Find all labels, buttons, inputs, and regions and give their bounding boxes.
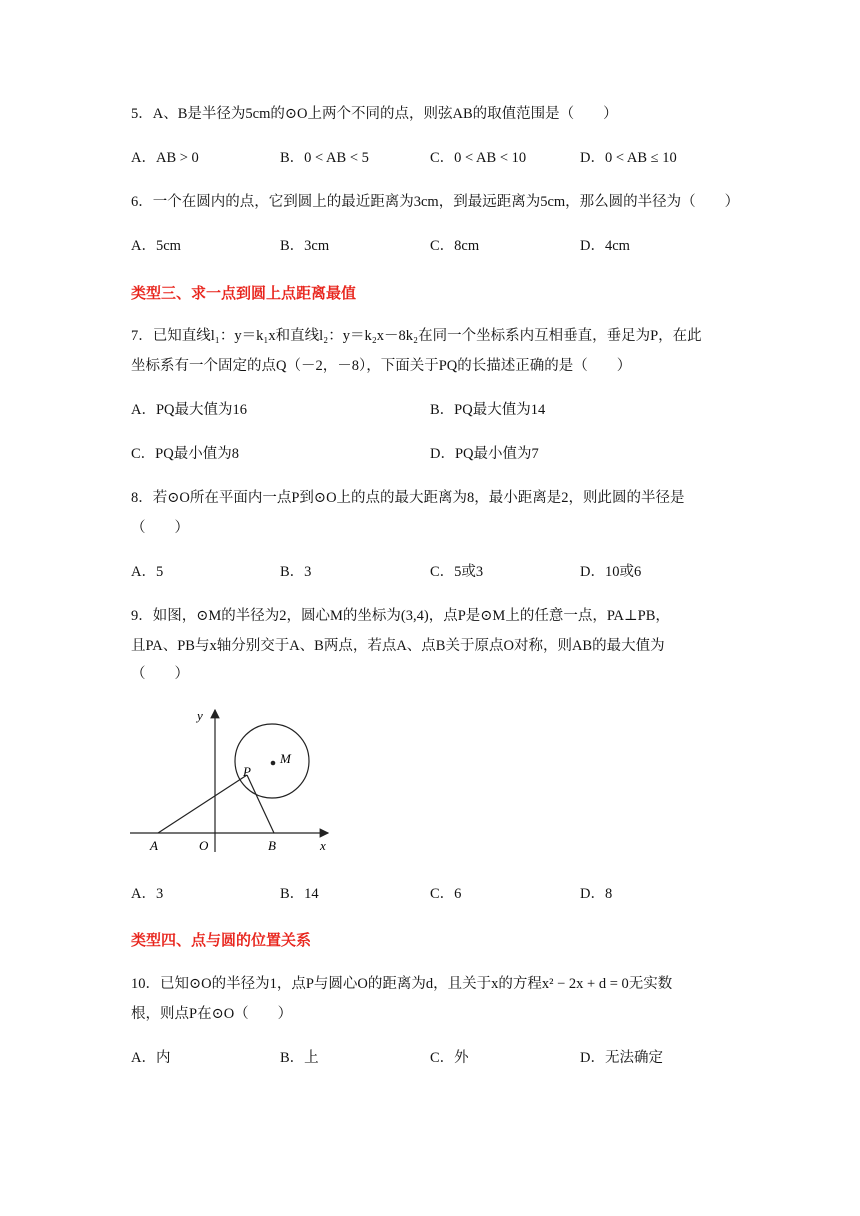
q8-option-a: A．5 [131,564,164,580]
q9-option-a: A．3 [131,886,164,902]
q10-stem-line2: 根，则点P在⊙O（ ） [131,1006,293,1022]
q10-option-a: A．内 [131,1050,171,1066]
label-o: O [199,838,209,853]
q7-option-d: D．PQ最小值为7 [430,446,539,462]
q9-figure [125,700,340,860]
q5-option-b: B．0 < AB < 5 [280,150,369,166]
q8-option-b: B．3 [280,564,312,580]
q7-option-a: A．PQ最大值为16 [131,402,248,418]
q9-option-b: B．14 [280,886,319,902]
q5-option-d: D．0 < AB ≤ 10 [580,150,677,166]
q7-stem-line1: 7．已知直线l₁：y＝k₁x和直线l₂：y＝k₂x－8k₂在同一个坐标系内互相垂直，垂足为P，在此 [131,328,702,344]
q7-stem-line2: 坐标系有一个固定的点Q（－2，－8），下面关于PQ的长描述正确的是（ ） [131,358,632,374]
q8-stem-line2: （ ） [131,520,189,536]
q7-option-c: C．PQ最小值为8 [131,446,239,462]
q6-stem: 6．一个在圆内的点，它到圆上的最近距离为3cm，到最远距离为5cm，那么圆的半径为（ ） [131,194,740,210]
q9-option-c: C．6 [430,886,462,902]
center-m-dot [271,761,276,766]
q6-option-d: D．4cm [580,238,630,254]
q5-option-a: A．AB > 0 [131,150,199,166]
segment-pb [247,775,274,833]
q7-option-b: B．PQ最大值为14 [430,402,546,418]
label-a: A [150,838,158,853]
label-m: M [280,751,291,766]
q6-option-b: B．3cm [280,238,330,254]
q5-option-c: C．0 < AB < 10 [430,150,527,166]
q8-stem-line1: 8．若⊙O所在平面内一点P到⊙O上的点的最大距离为8，最小距离是2，则此圆的半径是 [131,490,685,506]
q5-stem: 5．A、B是半径为5cm的⊙O上两个不同的点，则弦AB的取值范围是（ ） [131,106,618,122]
label-y: y [197,708,203,723]
label-p: P [243,764,251,779]
section-heading-type4: 类型四、点与圆的位置关系 [131,931,312,949]
q9-option-d: D．8 [580,886,613,902]
q9-stem-line3: （ ） [131,666,189,682]
q10-option-c: C．外 [430,1050,469,1066]
q10-stem-line1: 10．已知⊙O的半径为1，点P与圆心O的距离为d，且关于x的方程x² − 2x + d = 0无实数 [131,976,673,992]
q9-stem-line2: 且PA、PB与x轴分别交于A、B两点，若点A、点B关于原点O对称，则AB的最大值为 [131,638,665,654]
q8-option-d: D．10或6 [580,564,642,580]
q9-stem-line1: 9．如图，⊙M的半径为2，圆心M的坐标为(3,4)，点P是⊙M上的任意一点，PA⊥PB， [131,608,670,624]
segment-pa [158,775,247,833]
section-heading-type3: 类型三、求一点到圆上点距离最值 [131,284,357,302]
q8-option-c: C．5或3 [430,564,484,580]
label-x: x [320,838,326,853]
q6-option-c: C．8cm [430,238,480,254]
q10-option-d: D．无法确定 [580,1050,663,1066]
q6-option-a: A．5cm [131,238,181,254]
q10-option-b: B．上 [280,1050,319,1066]
label-b: B [268,838,276,853]
